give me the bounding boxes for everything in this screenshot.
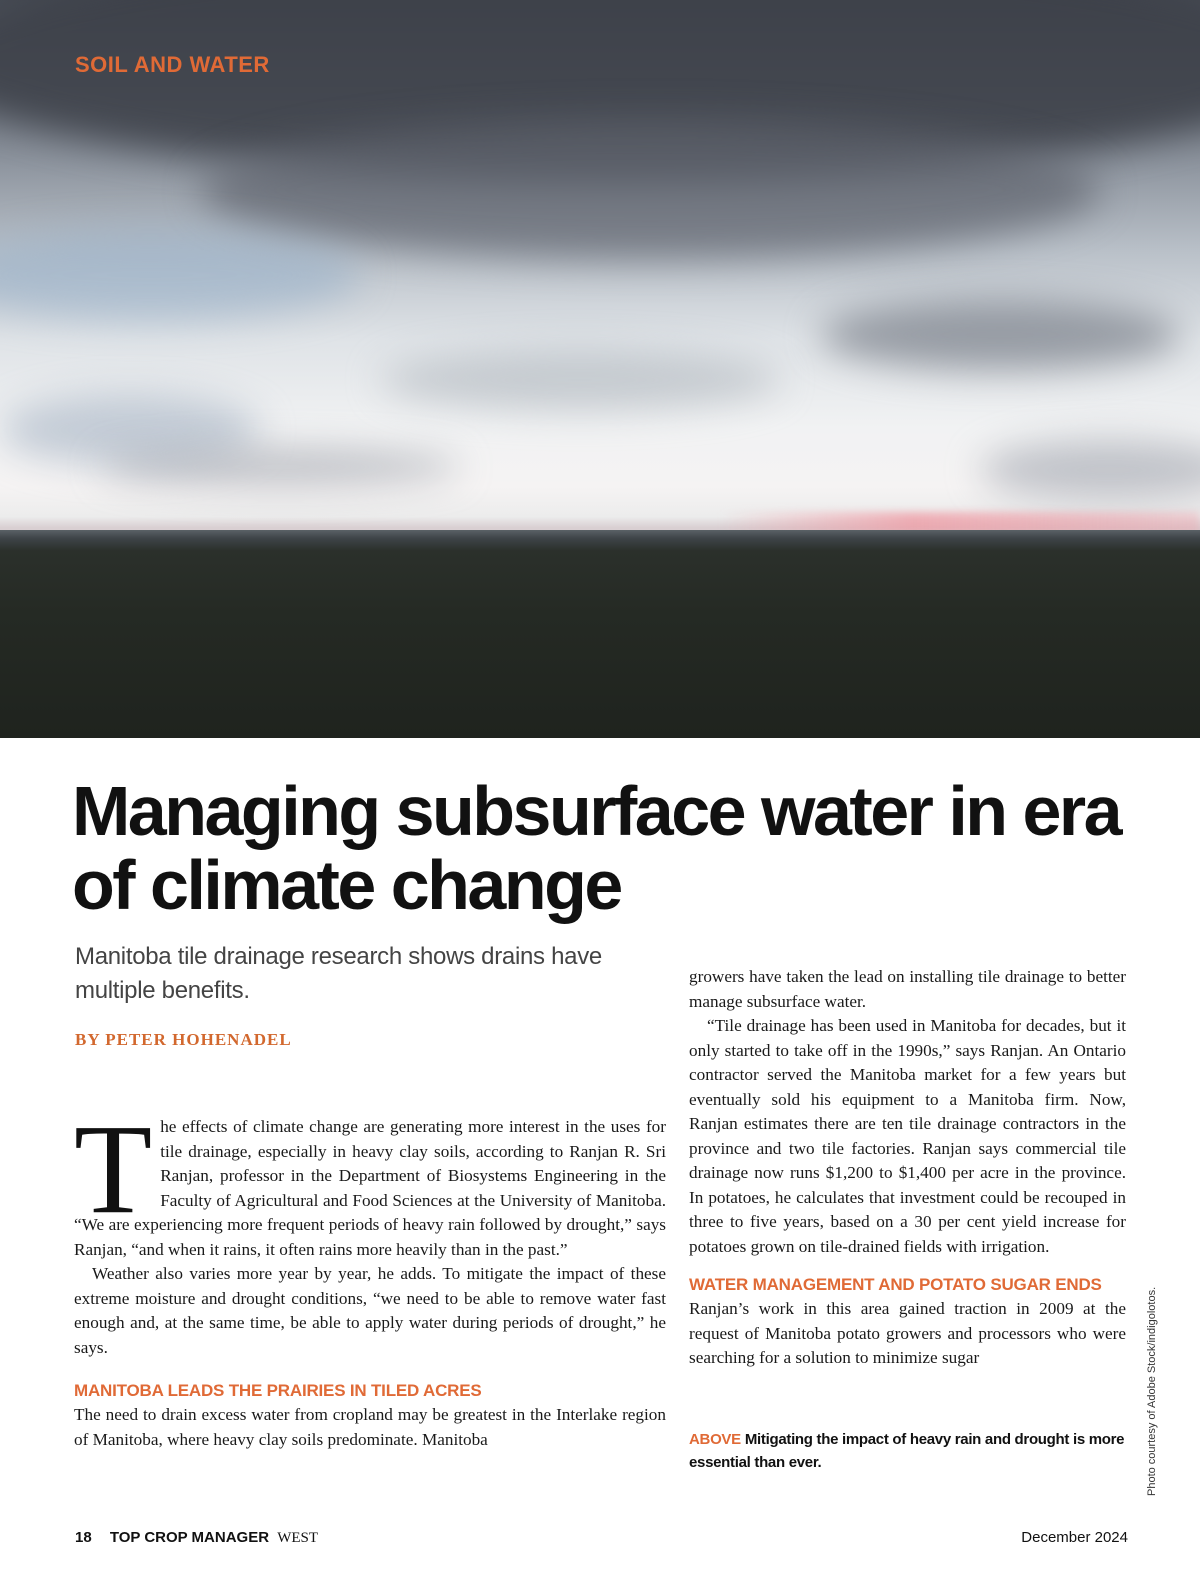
photo-credit: Photo courtesy of Adobe Stock/indigolotos. bbox=[1146, 1286, 1158, 1496]
caption-text: Mitigating the impact of heavy rain and drought is more essential than ever. bbox=[689, 1431, 1125, 1471]
body-paragraph: The need to drain excess water from cropland may be greatest in the Interlake region of Manitoba, where heavy clay soils predominate. Manitoba bbox=[74, 1405, 666, 1449]
hero-photo bbox=[0, 0, 1200, 738]
cloud-shape bbox=[980, 440, 1200, 500]
field-landscape bbox=[0, 530, 1200, 738]
magazine-name: TOP CROP MANAGER bbox=[109, 1529, 270, 1546]
body-paragraph-text: he effects of climate change are generating more interest in the uses for tile drainage, especially in heavy clay soils, according to Ranjan R. Sri Ranjan, professor in the Department of Biosystems Engineering in the Faculty of Agricultural and Food Sciences at the University of Manitoba. “We are experiencing more frequent periods of heavy rain followed by drought,” says Ranjan, “and when it rains, it often rains more heavily than in the past.” bbox=[74, 1117, 666, 1259]
section-label: SOIL AND WATER bbox=[75, 52, 270, 77]
cloud-shape bbox=[200, 120, 1100, 260]
body-paragraph: Ranjan’s work in this area gained traction in 2009 at the request of Manitoba potato growers and processors who were searching for a solution to minimize sugar bbox=[689, 1299, 1126, 1367]
article-byline: BY PETER HOHENADEL bbox=[75, 1030, 292, 1049]
photo-caption bbox=[689, 1428, 1129, 1474]
cloud-shape bbox=[100, 450, 460, 484]
cloud-shape bbox=[0, 230, 360, 320]
body-paragraph: Weather also varies more year by year, he adds. To mitigate the impact of these extreme moisture and drought conditions, “we need to be able to remove water fast enough and, at the same time, be able to apply water during periods of drought,” he says. bbox=[74, 1264, 666, 1357]
caption-tag: ABOVE bbox=[689, 1431, 741, 1448]
section-subhead: MANITOBA LEADS THE PRAIRIES IN TILED ACRES bbox=[74, 1381, 482, 1400]
body-column-right bbox=[689, 965, 1126, 1371]
drop-cap: T bbox=[74, 1098, 153, 1240]
body-paragraph bbox=[74, 1098, 666, 1262]
body-paragraph-text: “Tile drainage has been used in Manitoba for decades, but it only started to take off in the 1990s,” says Ranjan. An Ontario contractor served the Manitoba market for a few years but eventually sold his equipment to a Manitoba firm. Now, Ranjan estimates there are ten tile drainage contractors in the province and two tile factories. Ranjan says commercial tile drainage now runs $1,200 to $1,400 per acre in the province. In potatoes, he calculates that investment could be recouped in three to five years, based on a 30 per cent yield increase for potatoes grown on tile-drained fields with irrigation. bbox=[689, 1016, 1126, 1256]
cloud-shape bbox=[820, 300, 1180, 370]
cloud-shape bbox=[380, 350, 780, 410]
article-deck: Manitoba tile drainage research shows drains have multiple benefits. bbox=[75, 943, 602, 1004]
section-subhead: WATER MANAGEMENT AND POTATO SUGAR ENDS bbox=[689, 1275, 1102, 1294]
body-column-left bbox=[74, 1098, 666, 1452]
issue-date: December 2024 bbox=[1021, 1529, 1128, 1546]
page-footer bbox=[75, 1529, 1128, 1549]
magazine-region: WEST bbox=[277, 1530, 319, 1546]
body-paragraph-continued: growers have taken the lead on installing tile drainage to better manage subsurface water. bbox=[689, 967, 1126, 1011]
article-headline: Managing subsurface water in era of climate change bbox=[72, 772, 1121, 924]
body-paragraph bbox=[689, 1014, 1126, 1259]
page-number: 18 bbox=[75, 1529, 92, 1546]
